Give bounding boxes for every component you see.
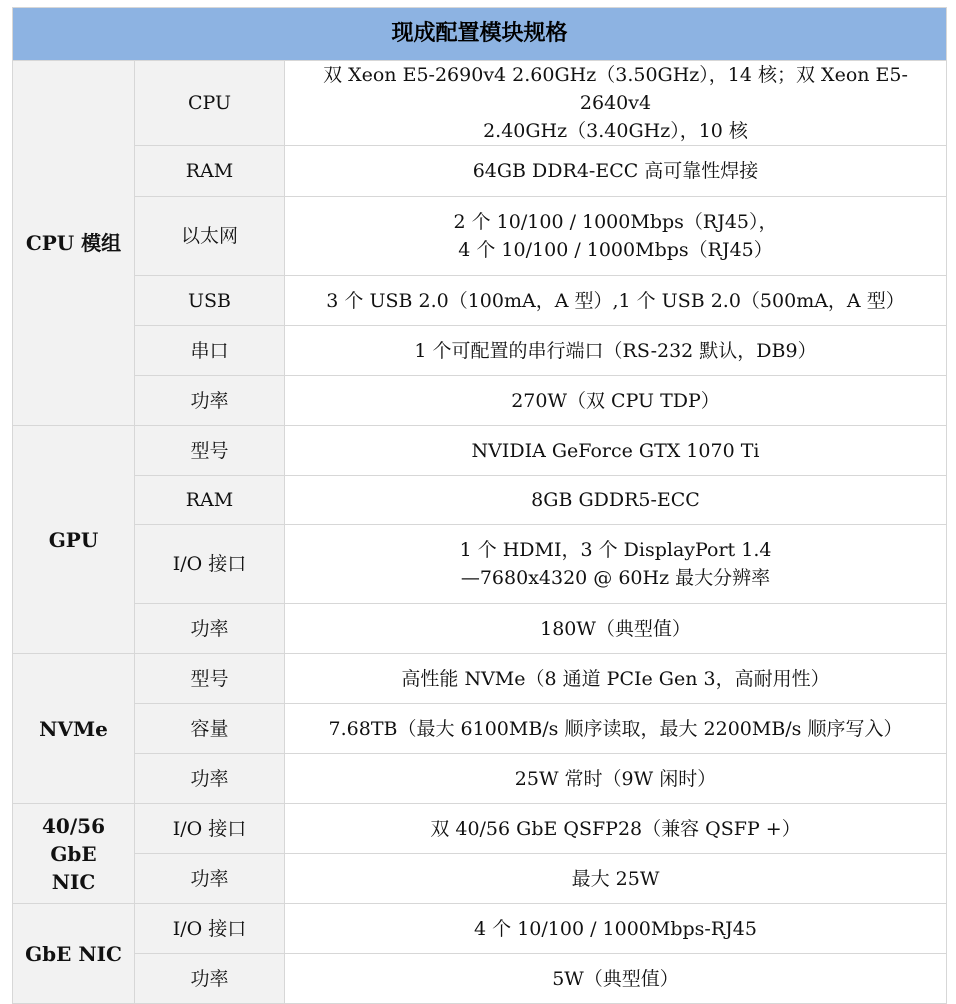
table-row xyxy=(13,704,947,754)
row-value: 最大 25W xyxy=(285,854,947,904)
row-label: RAM xyxy=(135,146,285,197)
row-label: 功率 xyxy=(135,376,285,426)
row-value: 3 个 USB 2.0（100mA，A 型）,1 个 USB 2.0（500mA，A 型） xyxy=(285,276,947,326)
spec-table xyxy=(12,7,947,1004)
table-row xyxy=(13,525,947,604)
table-row xyxy=(13,954,947,1004)
table-row xyxy=(13,426,947,476)
group-nvme: NVMe xyxy=(13,654,135,804)
group-gpu: GPU xyxy=(13,426,135,654)
row-value xyxy=(285,525,947,604)
row-value: 270W（双 CPU TDP） xyxy=(285,376,947,426)
row-label: USB xyxy=(135,276,285,326)
row-value xyxy=(285,61,947,146)
row-label: 型号 xyxy=(135,654,285,704)
table-row xyxy=(13,476,947,525)
value-line: 2.40GHz（3.40GHz），10 核 xyxy=(483,120,748,142)
value-line: 1 个 HDMI，3 个 DisplayPort 1.4 xyxy=(459,539,772,561)
row-label: 串口 xyxy=(135,326,285,376)
row-label: I/O 接口 xyxy=(135,525,285,604)
table-row xyxy=(13,654,947,704)
row-value: 8GB GDDR5-ECC xyxy=(285,476,947,525)
table-row xyxy=(13,854,947,904)
row-label: RAM xyxy=(135,476,285,525)
row-value: 4 个 10/100 / 1000Mbps-RJ45 xyxy=(285,904,947,954)
table-row xyxy=(13,376,947,426)
row-value: 高性能 NVMe（8 通道 PCIe Gen 3，高耐用性） xyxy=(285,654,947,704)
table-row xyxy=(13,61,947,146)
table-row xyxy=(13,276,947,326)
row-label: 功率 xyxy=(135,604,285,654)
value-line: 2 个 10/100 / 1000Mbps（RJ45）， xyxy=(453,211,778,233)
row-label: I/O 接口 xyxy=(135,804,285,854)
table-row xyxy=(13,146,947,197)
row-label: 功率 xyxy=(135,854,285,904)
row-value: 64GB DDR4-ECC 高可靠性焊接 xyxy=(285,146,947,197)
table-row xyxy=(13,754,947,804)
row-value: 1 个可配置的串行端口（RS-232 默认，DB9） xyxy=(285,326,947,376)
group-gbe-nic: GbE NIC xyxy=(13,904,135,1004)
row-label: 容量 xyxy=(135,704,285,754)
row-label: 功率 xyxy=(135,754,285,804)
row-value: 7.68TB（最大 6100MB/s 顺序读取，最大 2200MB/s 顺序写入） xyxy=(285,704,947,754)
table-row xyxy=(13,804,947,854)
group-cpu-module: CPU 模组 xyxy=(13,61,135,426)
row-value: NVIDIA GeForce GTX 1070 Ti xyxy=(285,426,947,476)
value-line: 双 Xeon E5-2690v4 2.60GHz（3.50GHz），14 核；双 Xeon E5-2640v4 xyxy=(323,64,908,114)
group-name-line: NIC xyxy=(51,869,96,894)
row-label: CPU xyxy=(135,61,285,146)
row-value: 180W（典型值） xyxy=(285,604,947,654)
title-row xyxy=(13,8,947,61)
value-line: —7680x4320 @ 60Hz 最大分辨率 xyxy=(460,567,771,589)
table-row xyxy=(13,197,947,276)
row-value: 双 40/56 GbE QSFP28（兼容 QSFP +） xyxy=(285,804,947,854)
row-label: 以太网 xyxy=(135,197,285,276)
table-row xyxy=(13,326,947,376)
value-line: 4 个 10/100 / 1000Mbps（RJ45） xyxy=(458,239,773,261)
row-value: 5W（典型值） xyxy=(285,954,947,1004)
table-row xyxy=(13,604,947,654)
table-row xyxy=(13,904,947,954)
row-value xyxy=(285,197,947,276)
row-label: 型号 xyxy=(135,426,285,476)
group-name-line: 40/56 GbE xyxy=(42,813,105,866)
row-label: 功率 xyxy=(135,954,285,1004)
row-label: I/O 接口 xyxy=(135,904,285,954)
group-40-56-gbe-nic xyxy=(13,804,135,904)
row-value: 25W 常时（9W 闲时） xyxy=(285,754,947,804)
table-title: 现成配置模块规格 xyxy=(13,8,947,61)
